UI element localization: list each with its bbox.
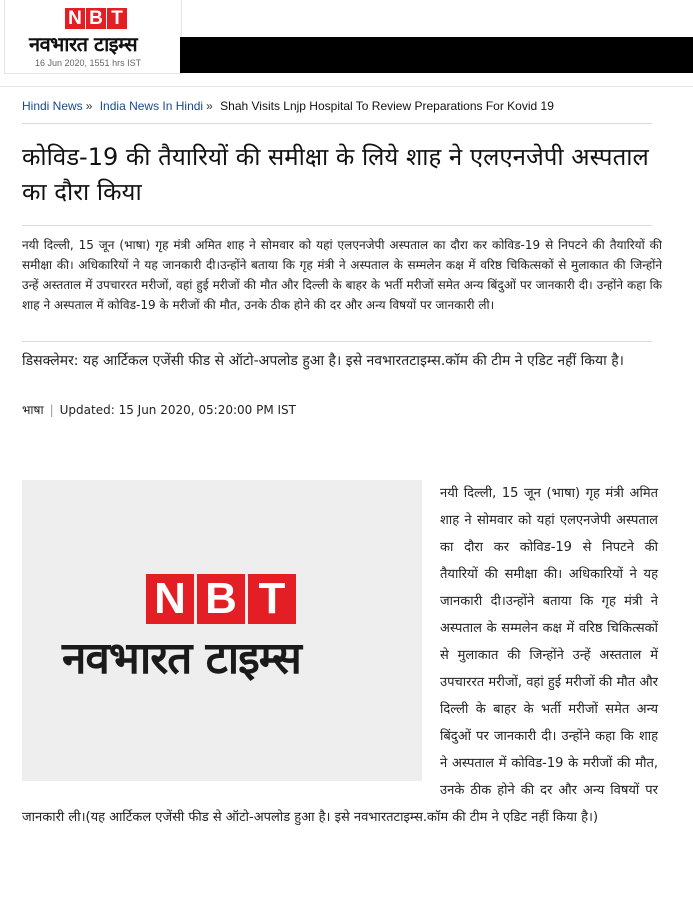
breadcrumb-hindi-news[interactable]: Hindi News [22, 99, 83, 113]
image-letter-b: B [197, 574, 245, 624]
image-letter-n: N [146, 574, 194, 624]
nbt-logo-letters [65, 8, 128, 29]
divider [22, 341, 652, 342]
breadcrumb-separator: » [85, 99, 93, 113]
logo-letter-t: T [107, 8, 127, 29]
divider [22, 123, 652, 124]
header-divider [0, 86, 693, 87]
image-letter-t: T [248, 574, 296, 624]
logo-hindi-wordmark: नवभारत टाइम्स [29, 32, 138, 56]
breadcrumb [22, 99, 554, 113]
image-logo-hindi: नवभारत टाइम्स [62, 633, 301, 684]
byline-separator: | [49, 403, 54, 417]
edition-date: 16 Jun 2020, 1551 hrs IST [35, 58, 142, 68]
divider [22, 225, 652, 226]
article-summary: नयी दिल्ली, 15 जून (भाषा) गृह मंत्री अमित शाह ने सोमवार को यहां एलएनजेपी अस्पताल का दौरा कर कोविड-19 से निपटने की तैयारियों की समीक्षा की। अधिकारियों ने यह जानकारी दी।उन्होंने बताया कि गृह मंत्री ने अस्पताल के सम्मलेन कक्ष में वरिष्ठ चिकित्सकों से मुलाकात की जिन्होंने उन्हें अस्तताल में उपचाररत मरीजों, वहां हुई मरीजों की मौत और दिल्ली के बाहर के भर्ती मरीजों समेत अन्य बिंदुओं पर जानकारी दी। उन्होंने कहा कि शाह ने अस्पताल में कोविड-19 के मरीजों की मौत, उनके ठीक होने की दर और अन्य विषयों पर जानकारी ली। [22, 238, 662, 312]
image-logo-letters [146, 574, 299, 624]
masthead [0, 0, 693, 76]
article-image [22, 480, 422, 781]
article-headline: कोविड-19 की तैयारियों की समीक्षा के लिये शाह ने एलएनजेपी अस्पताल का दौरा किया [22, 143, 649, 206]
source-label: भाषा [22, 403, 44, 417]
logo-letter-n: N [65, 8, 85, 29]
updated-time: Updated: 15 Jun 2020, 05:20:00 PM IST [59, 403, 296, 417]
breadcrumb-separator: » [206, 99, 213, 113]
byline [22, 401, 296, 418]
article-body-text: नयी दिल्ली, 15 जून (भाषा) गृह मंत्री अमित शाह ने सोमवार को यहां एलएनजेपी अस्पताल का दौरा कर कोविड-19 से निपटने की तैयारियों की समीक्षा की। अधिकारियों ने यह जानकारी दी।उन्होंने बताया कि गृह मंत्री ने अस्पताल के सम्मलेन कक्ष में वरिष्ठ चिकित्सकों से मुलाकात की जिन्होंने उन्हें अस्तताल में उपचाररत मरीजों, वहां हुई मरीजों की मौत और दिल्ली के बाहर के भर्ती मरीजों समेत अन्य बिंदुओं पर जानकारी दी। उन्होंने कहा कि शाह ने अस्पताल में कोविड-19 के मरीजों की मौत, उनके ठीक होने की दर और अन्य विषयों पर जानकारी ली।(यह आर्टिकल एजेंसी फीड से ऑटो-अपलोड हुआ है। इसे नवभारतटाइम्स.कॉम की टीम ने एडिट नहीं किया है।) [22, 486, 658, 825]
logo-letter-b: B [86, 8, 106, 29]
header-nav-bar [180, 37, 693, 73]
breadcrumb-india-news[interactable]: India News In Hindi [99, 99, 204, 113]
breadcrumb-current: Shah Visits Lnjp Hospital To Review Preparations For Kovid 19 [220, 99, 554, 113]
article-body [22, 480, 658, 831]
disclaimer: डिसक्लेमर: यह आर्टिकल एजेंसी फीड से ऑटो-अपलोड हुआ है। इसे नवभारतटाइम्स.कॉम की टीम ने एडिट नहीं किया है। [22, 353, 624, 369]
site-logo[interactable] [4, 0, 182, 74]
